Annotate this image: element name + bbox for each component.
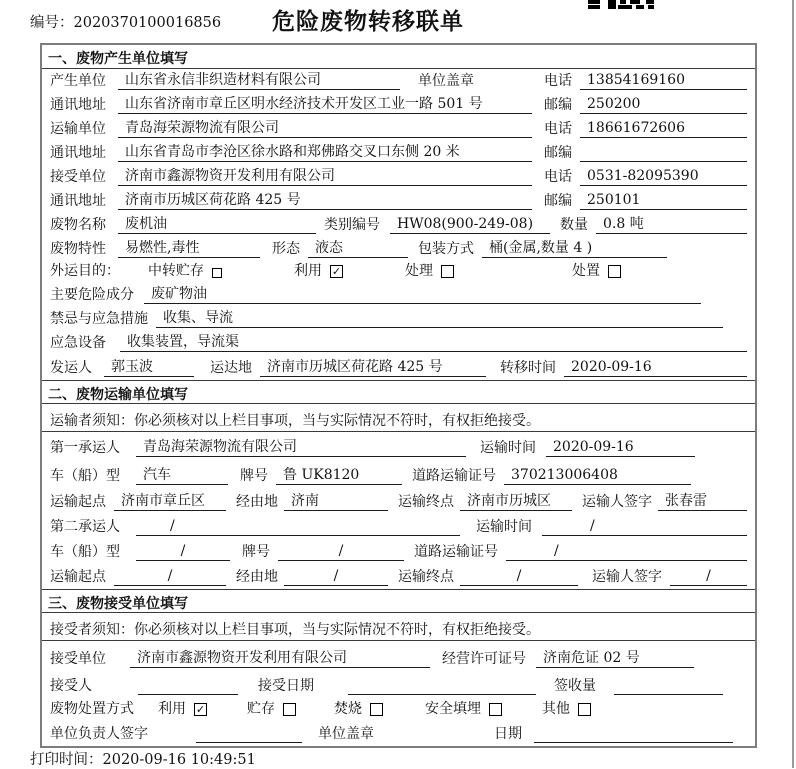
waste-trait-value: 易燃性,毒性 bbox=[118, 237, 260, 258]
via1-label: 经由地 bbox=[236, 494, 278, 510]
carrier-sign2-value: / bbox=[670, 568, 747, 586]
section3-heading: 三、废物接受单位填写 bbox=[42, 589, 755, 613]
vehicle-type1-label: 车（船）型 bbox=[50, 468, 120, 484]
first-carrier-row bbox=[42, 432, 755, 460]
accept-person-row bbox=[42, 671, 755, 698]
transport-zip-label: 邮编 bbox=[544, 145, 572, 161]
second-carrier-row bbox=[42, 514, 755, 539]
transport-address-row bbox=[42, 141, 755, 165]
destination-value: 济南市历城区荷花路 425 号 bbox=[260, 356, 486, 377]
producer-address-row bbox=[42, 93, 755, 117]
purpose-option-treat-label: 处理 bbox=[405, 263, 433, 279]
form-state-label: 形态 bbox=[272, 241, 300, 257]
producer-phone-value: 13854169160 bbox=[580, 72, 747, 90]
license-value: 济南危证 02 号 bbox=[536, 647, 694, 668]
producer-zip-value: 250200 bbox=[580, 96, 747, 114]
transport-unit-label: 运输单位 bbox=[50, 121, 106, 137]
category-code-label: 类别编号 bbox=[324, 217, 380, 233]
receive-unit-label: 接受单位 bbox=[50, 169, 106, 185]
responsible-sign-label: 单位负责人签字 bbox=[50, 726, 148, 742]
first-carrier-label: 第一承运人 bbox=[50, 440, 120, 456]
carrier-sign1-value: 张春雷 bbox=[658, 490, 747, 511]
transporter-notice-text: 运输者须知：你必须核对以上栏目事项，当与实际情况不符时，有权拒绝接受。 bbox=[42, 404, 755, 432]
responsible-sign-value bbox=[196, 725, 302, 743]
transport-time2-value: / bbox=[542, 518, 747, 536]
purpose-option-reuse-label: 利用 bbox=[294, 263, 322, 279]
disposal-option-incinerate-label: 焚烧 bbox=[334, 701, 362, 717]
receiver-notice-text: 接受者须知：你必须核对以上栏目事项，当与实际情况不符时，有权拒绝接受。 bbox=[42, 613, 755, 641]
disposal-method-row bbox=[42, 698, 755, 721]
waste-trait-row bbox=[42, 237, 755, 261]
waste-name-value: 废机油 bbox=[118, 213, 316, 234]
transport-time1-value: 2020-09-16 bbox=[546, 439, 695, 457]
terminal2-value: / bbox=[460, 568, 578, 586]
route1-row bbox=[42, 488, 755, 514]
producer-phone-label: 电话 bbox=[544, 73, 572, 89]
page-right-border bbox=[792, 0, 794, 768]
print-time-label: 打印时间： bbox=[30, 752, 103, 768]
quantity-value: 0.8 吨 bbox=[596, 213, 747, 234]
quantity-label: 数量 bbox=[560, 217, 588, 233]
second-carrier-label: 第二承运人 bbox=[50, 519, 120, 535]
disposal-option-storage-label: 贮存 bbox=[247, 701, 275, 717]
receive-unit-value: 济南市鑫源物资开发利用有限公司 bbox=[118, 165, 532, 186]
receive-phone-value: 0531-82095390 bbox=[580, 168, 747, 186]
manifest-form bbox=[40, 43, 757, 748]
disposal-option-reuse-label: 利用 bbox=[158, 701, 186, 717]
packing-value: 桶(金属,数量 4 ) bbox=[482, 237, 667, 258]
taboo-measures-row bbox=[42, 307, 755, 331]
print-time-line bbox=[30, 748, 256, 769]
disposal-method-label: 废物处置方式 bbox=[50, 701, 134, 717]
disposal-option-landfill-checkbox bbox=[489, 703, 502, 716]
receive-address-row bbox=[42, 189, 755, 213]
unit-seal2-label: 单位盖章 bbox=[318, 726, 374, 742]
waste-name-row bbox=[42, 213, 755, 237]
disposal-option-landfill-label: 安全填埋 bbox=[425, 701, 481, 717]
receipt-amount-value bbox=[614, 677, 723, 695]
plate2-value: / bbox=[278, 543, 404, 561]
second-carrier-value: / bbox=[136, 518, 460, 536]
accept-unit-row bbox=[42, 641, 755, 671]
vehicle-type2-value: / bbox=[136, 543, 230, 561]
hazard-component-value: 废矿物油 bbox=[144, 283, 701, 304]
taboo-measures-value: 收集、导流 bbox=[156, 307, 723, 328]
terminal2-label: 运输终点 bbox=[398, 569, 454, 585]
transport-unit-row bbox=[42, 117, 755, 141]
route2-row bbox=[42, 564, 755, 589]
via1-value: 济南 bbox=[284, 490, 388, 511]
disposal-option-reuse-checkbox: ✓ bbox=[195, 703, 206, 716]
receive-address-label: 通讯地址 bbox=[50, 193, 106, 209]
transport-unit-value: 青岛海荣源物流有限公司 bbox=[118, 117, 532, 138]
license-label: 经营许可证号 bbox=[442, 651, 526, 667]
purpose-option-dispose-label: 处置 bbox=[572, 263, 600, 279]
transport-time1-label: 运输时间 bbox=[480, 440, 536, 456]
plate2-label: 牌号 bbox=[242, 544, 270, 560]
accept-date-label: 接受日期 bbox=[258, 678, 314, 694]
producer-unit-value: 山东省永信非织造材料有限公司 bbox=[118, 69, 400, 90]
vehicle-type1-value: 汽车 bbox=[136, 464, 228, 485]
shipper-value: 郭玉波 bbox=[104, 356, 194, 377]
shipper-row bbox=[42, 355, 755, 380]
origin2-value: / bbox=[114, 568, 226, 586]
receipt-amount-label: 签收量 bbox=[554, 678, 596, 694]
accept-date-value bbox=[348, 677, 536, 695]
road-permit1-label: 道路运输证号 bbox=[412, 468, 496, 484]
vehicle2-row bbox=[42, 539, 755, 564]
road-permit2-label: 道路运输证号 bbox=[414, 544, 498, 560]
emergency-equipment-value: 收集装置，导流渠 bbox=[120, 331, 747, 352]
category-code-value: HW08(900-249-08) bbox=[390, 216, 550, 234]
transfer-time-label: 转移时间 bbox=[500, 360, 556, 376]
transfer-time-value: 2020-09-16 bbox=[564, 359, 747, 377]
accept-person-label: 接受人 bbox=[50, 678, 92, 694]
form-title: 危险废物转移联单 bbox=[272, 9, 464, 35]
waste-trait-label: 废物特性 bbox=[50, 241, 106, 257]
purpose-label: 外运目的： bbox=[50, 263, 120, 279]
origin1-value: 济南市章丘区 bbox=[114, 490, 226, 511]
section2-heading: 二、废物运输单位填写 bbox=[42, 380, 755, 404]
transport-zip-value bbox=[580, 144, 747, 162]
receive-zip-label: 邮编 bbox=[544, 193, 572, 209]
emergency-equipment-label: 应急设备 bbox=[50, 335, 106, 351]
origin2-label: 运输起点 bbox=[50, 569, 106, 585]
via2-value: / bbox=[284, 568, 388, 586]
purpose-option-transfer-storage-label: 中转贮存 bbox=[148, 263, 204, 279]
producer-address-value: 山东省济南市章丘区明水经济技术开发区工业一路 501 号 bbox=[118, 93, 532, 114]
receive-zip-value: 250101 bbox=[580, 192, 747, 210]
print-time-value: 2020-09-16 10:49:51 bbox=[102, 752, 256, 768]
hazard-component-label: 主要危险成分 bbox=[50, 287, 134, 303]
vehicle1-row bbox=[42, 460, 755, 488]
purpose-option-dispose-checkbox bbox=[608, 265, 621, 278]
purpose-row bbox=[42, 261, 755, 283]
carrier-sign2-label: 运输人签字 bbox=[592, 569, 662, 585]
packing-label: 包装方式 bbox=[418, 241, 474, 257]
producer-unit-label: 产生单位 bbox=[50, 73, 106, 89]
disposal-option-storage-checkbox bbox=[283, 703, 296, 716]
carrier-sign1-label: 运输人签字 bbox=[582, 494, 652, 510]
accept-person-value bbox=[138, 677, 238, 695]
origin1-label: 运输起点 bbox=[50, 494, 106, 510]
receive-address-value: 济南市历城区荷花路 425 号 bbox=[118, 189, 532, 210]
transport-time2-label: 运输时间 bbox=[476, 519, 532, 535]
purpose-option-reuse-checkbox: ✓ bbox=[331, 265, 342, 278]
producer-row bbox=[42, 69, 755, 93]
terminal1-value: 济南市历城区 bbox=[460, 490, 572, 511]
disposal-option-other-label: 其他 bbox=[542, 701, 570, 717]
receive-unit-row bbox=[42, 165, 755, 189]
hazard-component-row bbox=[42, 283, 755, 307]
transport-phone-value: 18661672606 bbox=[580, 120, 747, 138]
form-state-value: 液态 bbox=[308, 237, 408, 258]
serial-label: 编号： bbox=[30, 15, 74, 31]
via2-label: 经由地 bbox=[236, 569, 278, 585]
disposal-option-incinerate-checkbox bbox=[370, 703, 383, 716]
transport-address-label: 通讯地址 bbox=[50, 145, 106, 161]
date-label: 日期 bbox=[494, 726, 522, 742]
shipper-label: 发运人 bbox=[50, 360, 92, 376]
producer-zip-label: 邮编 bbox=[544, 97, 572, 113]
unit-seal-label: 单位盖章 bbox=[418, 73, 474, 89]
transport-phone-label: 电话 bbox=[544, 121, 572, 137]
transport-address-value: 山东省青岛市李沧区徐水路和郑佛路交叉口东侧 20 米 bbox=[118, 141, 532, 162]
producer-address-label: 通讯地址 bbox=[50, 97, 106, 113]
accept-unit-label: 接受单位 bbox=[50, 651, 106, 667]
disposal-option-other-checkbox bbox=[578, 703, 591, 716]
serial-number: 2020370100016856 bbox=[73, 15, 222, 31]
purpose-option-transfer-storage-checkbox bbox=[212, 268, 222, 278]
accept-unit-value: 济南市鑫源物资开发利用有限公司 bbox=[130, 647, 430, 668]
purpose-option-treat-checkbox bbox=[441, 265, 454, 278]
receive-phone-label: 电话 bbox=[544, 169, 572, 185]
waste-name-label: 废物名称 bbox=[50, 217, 106, 233]
taboo-measures-label: 禁忌与应急措施 bbox=[50, 311, 148, 327]
responsible-sign-row bbox=[42, 721, 755, 746]
plate1-label: 牌号 bbox=[240, 468, 268, 484]
plate1-value: 鲁 UK8120 bbox=[276, 464, 402, 485]
road-permit1-value: 370213006408 bbox=[504, 467, 691, 485]
road-permit2-value: / bbox=[506, 543, 747, 561]
terminal1-label: 运输终点 bbox=[398, 494, 454, 510]
vehicle-type2-label: 车（船）型 bbox=[50, 544, 120, 560]
date-value bbox=[534, 725, 733, 743]
destination-label: 运达地 bbox=[210, 360, 252, 376]
emergency-equipment-row bbox=[42, 331, 755, 355]
section1-heading: 一、废物产生单位填写 bbox=[42, 45, 755, 69]
first-carrier-value: 青岛海荣源物流有限公司 bbox=[136, 436, 466, 457]
